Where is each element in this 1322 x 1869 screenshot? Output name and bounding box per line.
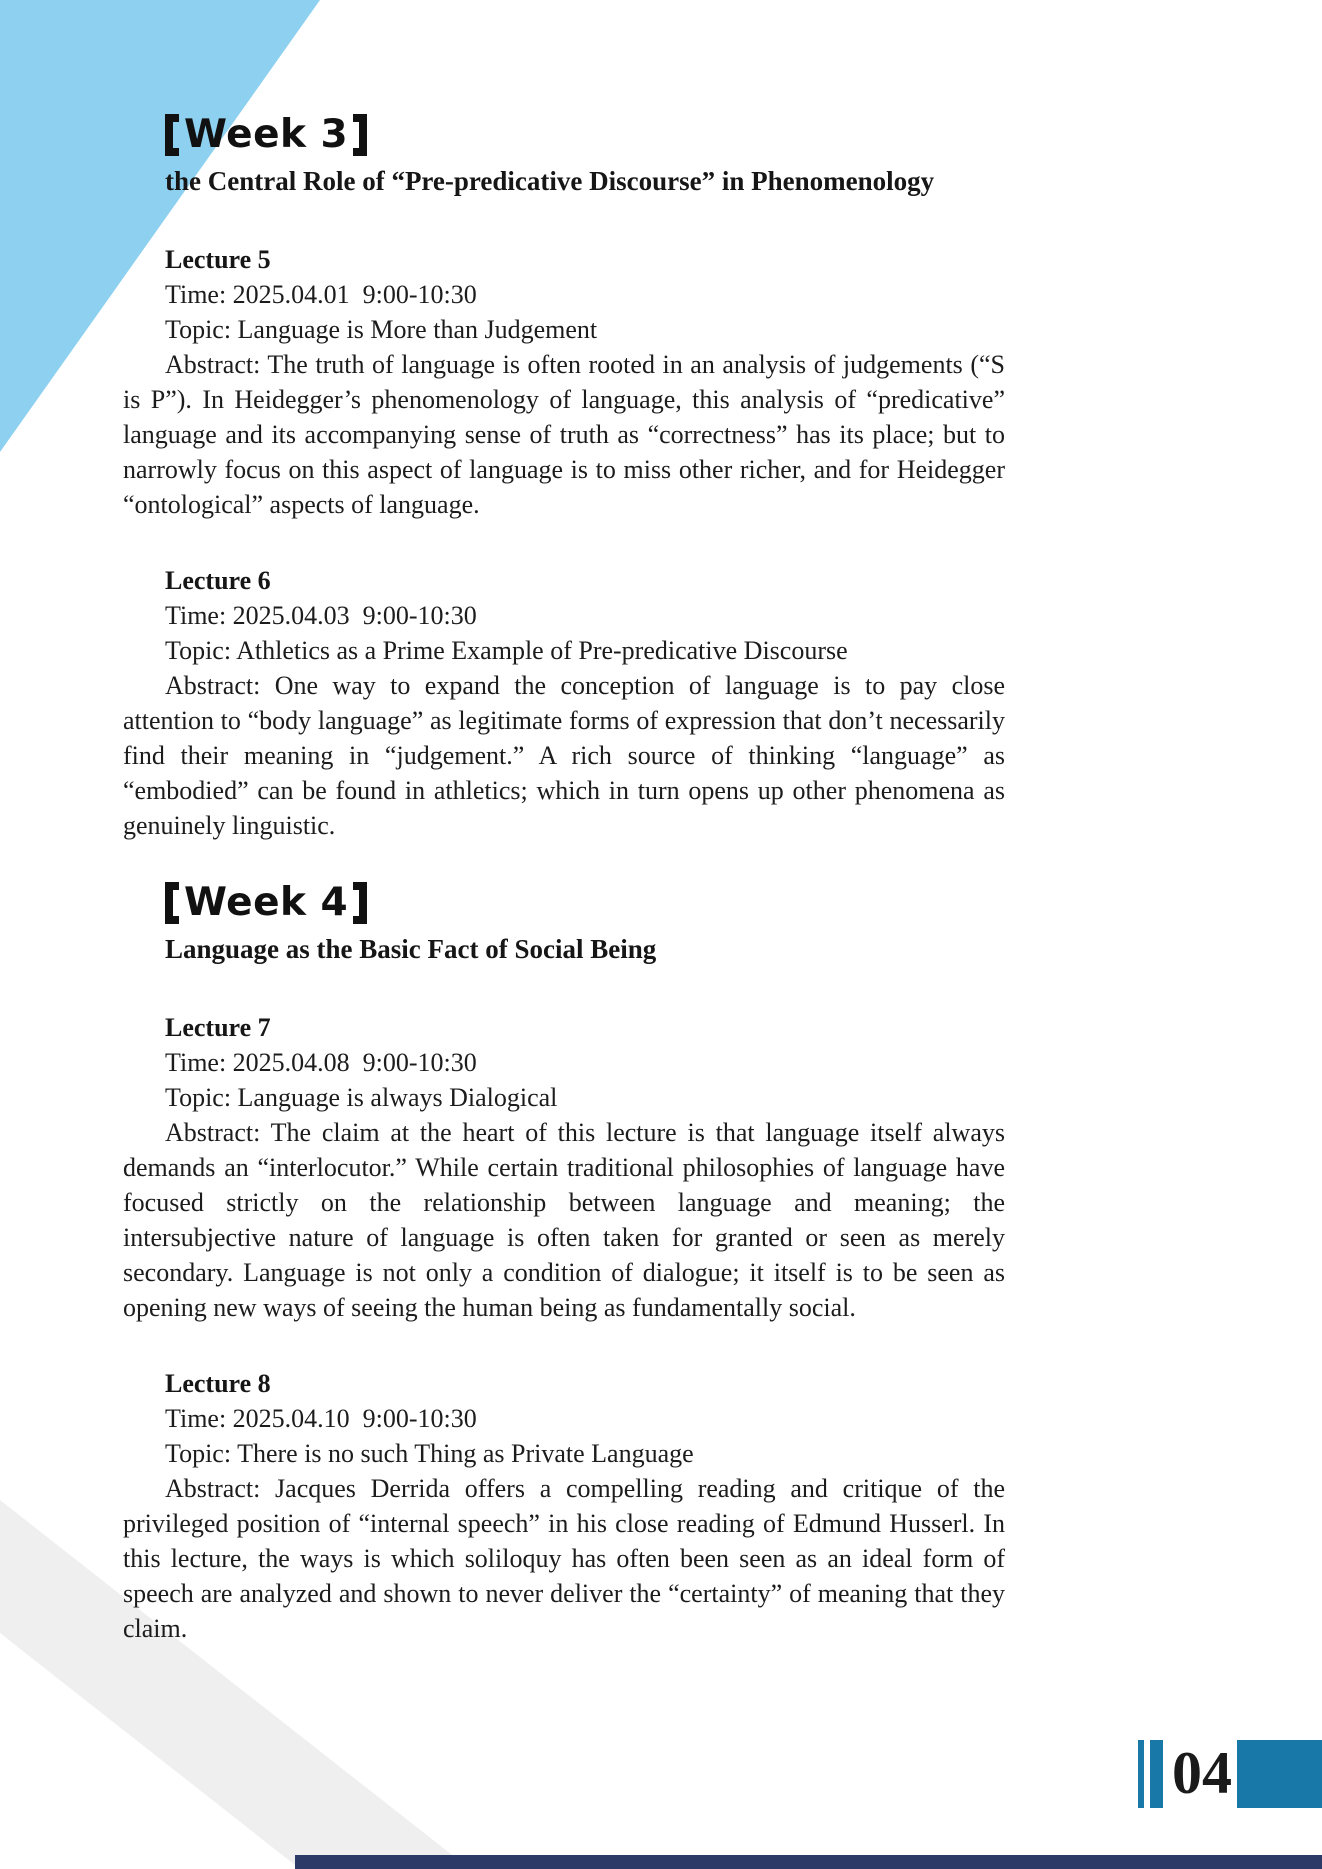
lecture-7-topic: Topic: Language is always Dialogical bbox=[165, 1083, 558, 1112]
lecture-8-time: Time: 2025.04.10 9:00-10:30 bbox=[165, 1404, 477, 1433]
lecture-6-topic: Topic: Athletics as a Prime Example of Pre-predicative Discourse bbox=[165, 636, 848, 665]
left-lenticular-bracket-icon bbox=[165, 114, 179, 156]
right-lenticular-bracket-icon bbox=[353, 882, 367, 924]
bottom-navy-bar-decoration bbox=[295, 1855, 1322, 1869]
week-3-label: Week 3 bbox=[184, 112, 349, 157]
lecture-7-title: Lecture 7 bbox=[165, 1013, 271, 1042]
lecture-6-title: Lecture 6 bbox=[165, 566, 271, 595]
lecture-7 bbox=[123, 1010, 1005, 1325]
lecture-5-title: Lecture 5 bbox=[165, 245, 271, 274]
lecture-6 bbox=[123, 563, 1005, 843]
page-number-block bbox=[1138, 1740, 1322, 1808]
lecture-5-abstract: Abstract: The truth of language is often rooted in an analysis of judgements (“S is P”). In Heidegger’s phenomenology of language, this analysis of “predicative” language and its accompanying sense of truth as “correctness” has its place; but to narrowly focus on this aspect of language is to miss other richer, and for Heidegger “ontological” aspects of language. bbox=[123, 350, 1005, 519]
lecture-6-time: Time: 2025.04.03 9:00-10:30 bbox=[165, 601, 477, 630]
left-lenticular-bracket-icon bbox=[165, 882, 179, 924]
page-number: 04 bbox=[1172, 1740, 1232, 1806]
lecture-8 bbox=[123, 1366, 1005, 1646]
page-accent-bar-thin bbox=[1138, 1740, 1144, 1808]
week-3-subtitle: the Central Role of “Pre-predicative Discourse” in Phenomenology bbox=[165, 166, 935, 196]
lecture-5-topic: Topic: Language is More than Judgement bbox=[165, 315, 598, 344]
right-lenticular-bracket-icon bbox=[353, 114, 367, 156]
week-4-section bbox=[123, 880, 1005, 1646]
page-accent-bar-thick bbox=[1150, 1740, 1163, 1808]
syllabus-content bbox=[123, 112, 1005, 1646]
week-3-heading bbox=[165, 112, 1005, 158]
lecture-8-topic: Topic: There is no such Thing as Private Language bbox=[165, 1439, 694, 1468]
week-4-label: Week 4 bbox=[184, 880, 349, 925]
lecture-7-abstract: Abstract: The claim at the heart of this lecture is that language itself always demands an “interlocutor.” While certain traditional philosophies of language have focused strictly on the relationship between language and meaning; the intersubjective nature of language is often taken for granted or seen as merely secondary. Language is not only a condition of dialogue; it itself is to be seen as opening new ways of seeing the human being as fundamentally social. bbox=[123, 1118, 1005, 1322]
lecture-8-title: Lecture 8 bbox=[165, 1369, 271, 1398]
week-3-section bbox=[123, 112, 1005, 843]
week-4-subtitle: Language as the Basic Fact of Social Being bbox=[165, 934, 657, 964]
lecture-5-time: Time: 2025.04.01 9:00-10:30 bbox=[165, 280, 477, 309]
lecture-7-time: Time: 2025.04.08 9:00-10:30 bbox=[165, 1048, 477, 1077]
page-accent-square bbox=[1237, 1740, 1322, 1808]
week-4-heading bbox=[165, 880, 1005, 926]
lecture-6-abstract: Abstract: One way to expand the conception of language is to pay close attention to “body language” as legitimate forms of expression that don’t necessarily find their meaning in “judgement.” A rich source of thinking “language” as “embodied” can be found in athletics; which in turn opens up other phenomena as genuinely linguistic. bbox=[123, 671, 1005, 840]
lecture-8-abstract: Abstract: Jacques Derrida offers a compelling reading and critique of the privileged position of “internal speech” in his close reading of Edmund Husserl. In this lecture, the ways is which soliloquy has often been seen as an ideal form of speech are analyzed and shown to never deliver the “certainty” of meaning that they claim. bbox=[123, 1474, 1005, 1643]
lecture-5 bbox=[123, 242, 1005, 522]
